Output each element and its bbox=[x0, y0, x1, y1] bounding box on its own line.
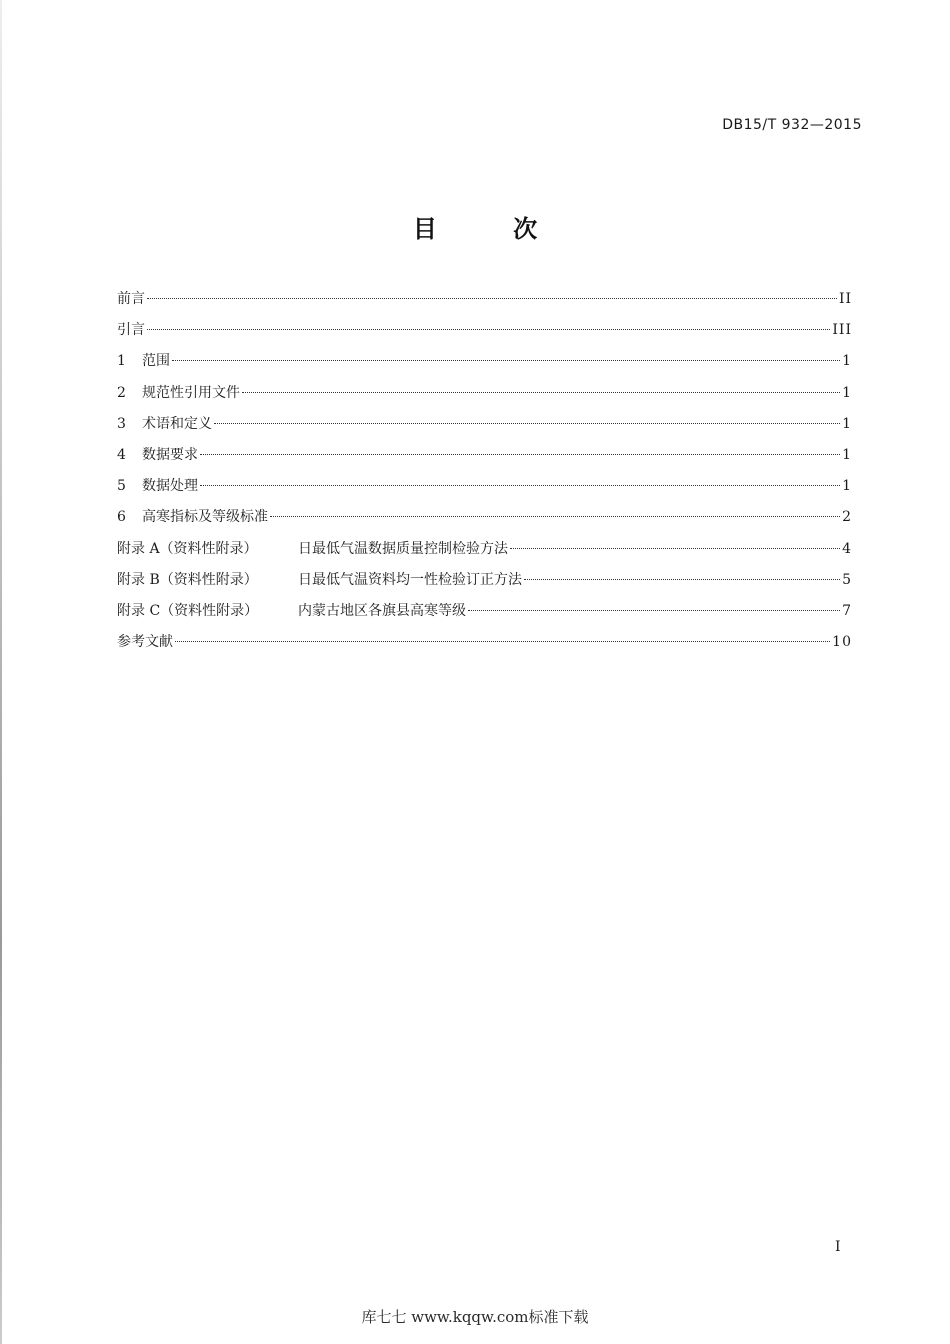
toc-entry-label bbox=[117, 382, 240, 404]
toc-page-number: 1 bbox=[842, 415, 852, 432]
toc-section-title: 引言 bbox=[117, 322, 145, 339]
toc-entry[interactable] bbox=[117, 631, 852, 662]
toc-section-title: 高寒指标及等级标准 bbox=[142, 509, 268, 526]
toc-dot-leader bbox=[524, 579, 840, 580]
toc-section-number: 2 bbox=[117, 384, 126, 401]
toc-entry-label bbox=[117, 350, 170, 372]
toc-entry[interactable] bbox=[117, 350, 852, 381]
toc-entry[interactable] bbox=[117, 444, 852, 475]
toc-appendix-tag: 附录 C（资料性附录） bbox=[117, 602, 259, 619]
toc-dot-leader bbox=[242, 392, 840, 393]
toc-entry-label bbox=[117, 413, 212, 435]
toc-page-number: III bbox=[832, 322, 852, 339]
toc-page-number: 2 bbox=[842, 509, 852, 526]
toc-entry[interactable] bbox=[117, 319, 852, 350]
toc-section-number: 1 bbox=[117, 353, 126, 370]
toc-entry[interactable] bbox=[117, 538, 852, 569]
toc-section-title: 日最低气温资料均一性检验订正方法 bbox=[298, 571, 522, 588]
toc-entry[interactable] bbox=[117, 288, 852, 319]
toc-entry-label bbox=[117, 506, 268, 528]
toc-section-number: 5 bbox=[117, 478, 126, 495]
toc-page-number: 1 bbox=[842, 446, 852, 463]
toc-section-number: 3 bbox=[117, 415, 126, 432]
toc-entry-label bbox=[117, 538, 508, 560]
toc-entry-label bbox=[117, 475, 198, 497]
table-of-contents bbox=[117, 288, 852, 662]
toc-page-number: II bbox=[838, 291, 852, 307]
toc-section-number: 4 bbox=[117, 446, 126, 463]
toc-section-title: 术语和定义 bbox=[142, 415, 212, 432]
toc-appendix-tag: 附录 A（资料性附录） bbox=[117, 540, 258, 557]
standard-code: DB15/T 932—2015 bbox=[722, 117, 862, 133]
page-title: 目 次 bbox=[412, 215, 572, 243]
page-number: I bbox=[835, 1239, 841, 1255]
toc-entry-label bbox=[117, 444, 198, 466]
toc-page-number: 1 bbox=[842, 478, 852, 495]
toc-dot-leader bbox=[270, 516, 840, 517]
toc-appendix-tag: 附录 B（资料性附录） bbox=[117, 571, 258, 588]
toc-entry-label bbox=[117, 600, 466, 622]
toc-page-number: 10 bbox=[832, 634, 852, 651]
toc-section-title: 内蒙古地区各旗县高寒等级 bbox=[298, 602, 466, 619]
toc-entry[interactable] bbox=[117, 382, 852, 413]
toc-section-number: 6 bbox=[117, 509, 126, 526]
toc-entry-label bbox=[117, 319, 145, 341]
toc-dot-leader bbox=[200, 485, 840, 486]
toc-dot-leader bbox=[172, 360, 840, 361]
toc-section-title: 数据处理 bbox=[142, 478, 198, 495]
toc-entry-label bbox=[117, 288, 145, 310]
toc-page-number: 1 bbox=[842, 384, 852, 401]
toc-dot-leader bbox=[147, 329, 830, 330]
footer-watermark: 库七七 www.kqqw.com标准下载 bbox=[361, 1308, 589, 1326]
toc-section-title: 数据要求 bbox=[142, 446, 198, 463]
toc-section-title: 范围 bbox=[142, 353, 170, 370]
toc-dot-leader bbox=[175, 641, 830, 642]
toc-dot-leader bbox=[468, 610, 840, 611]
toc-entry[interactable] bbox=[117, 475, 852, 506]
toc-section-title: 前言 bbox=[117, 291, 145, 307]
toc-section-title: 参考文献 bbox=[117, 634, 173, 651]
toc-dot-leader bbox=[147, 298, 837, 299]
toc-section-title: 规范性引用文件 bbox=[142, 384, 240, 401]
scan-edge bbox=[0, 0, 2, 1344]
toc-dot-leader bbox=[214, 423, 840, 424]
toc-entry[interactable] bbox=[117, 569, 852, 600]
toc-entry-label bbox=[117, 569, 522, 591]
toc-entry-label bbox=[117, 631, 173, 653]
toc-section-title: 日最低气温数据质量控制检验方法 bbox=[298, 540, 508, 557]
toc-dot-leader bbox=[510, 548, 840, 549]
toc-page-number: 7 bbox=[842, 602, 852, 619]
toc-entry[interactable] bbox=[117, 600, 852, 631]
toc-dot-leader bbox=[200, 454, 840, 455]
toc-entry[interactable] bbox=[117, 413, 852, 444]
toc-page-number: 1 bbox=[842, 353, 852, 370]
toc-page-number: 5 bbox=[842, 571, 852, 588]
toc-page-number: 4 bbox=[842, 540, 852, 557]
toc-entry[interactable] bbox=[117, 506, 852, 537]
